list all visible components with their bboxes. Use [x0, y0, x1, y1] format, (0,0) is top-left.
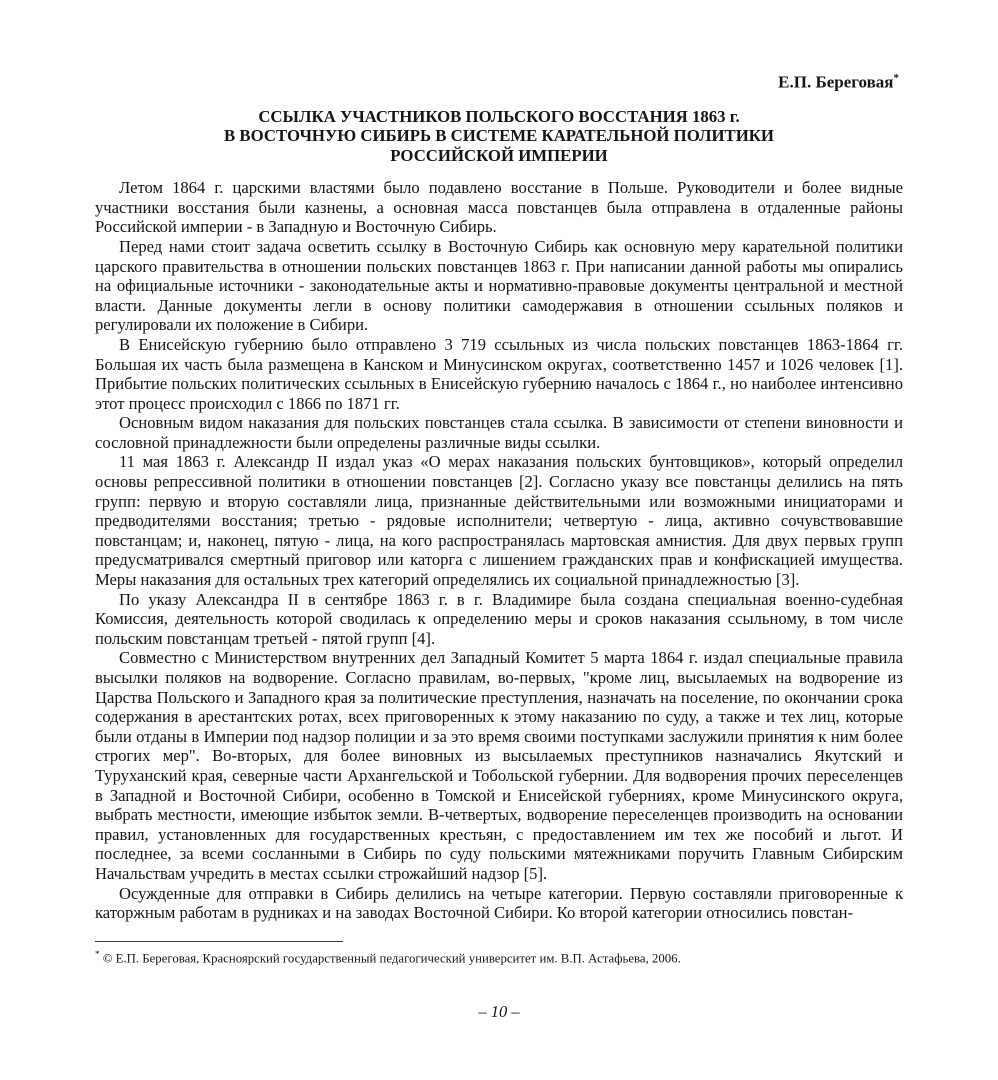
paragraph: Основным видом наказания для польских повстанцев стала ссылка. В зависимости от степени виновности и сословной принадлежности были определены различные виды ссылки.: [95, 413, 903, 452]
footnote-text: © Е.П. Береговая, Красноярский государственный педагогический университет им. В.П. Астафьева, 2006.: [102, 951, 681, 966]
footnote-mark: *: [95, 949, 100, 959]
title-line-2: В ВОСТОЧНУЮ СИБИРЬ В СИСТЕМЕ КАРАТЕЛЬНОЙ ПОЛИТИКИ: [224, 126, 774, 146]
footnote: [95, 941, 903, 966]
author-name: Е.П. Береговая: [778, 72, 894, 92]
paragraph: По указу Александра II в сентябре 1863 г. в г. Владимире была создана специальная военно-судебная Комиссия, деятельность которой сводилась к определению меры и сроков наказания ссыльному, в том числе польским повстанцам третьей - пятой групп [4].: [95, 589, 903, 648]
author-footnote-mark: *: [893, 72, 899, 84]
paragraph: Перед нами стоит задача осветить ссылку в Восточную Сибирь как основную меру карательной политики царского правительства в отношении польских повстанцев 1863 г. При написании данной работы мы опирались на официальные источники - законодательные акты и нормативно-правовые документы центральной и местной власти. Данные документы легли в основу политики самодержавия в отношении ссыльных поляков и регулировали их положение в Сибири.: [95, 236, 903, 335]
page-number: – 10 –: [478, 1002, 520, 1021]
footnote-separator-line: [95, 941, 343, 942]
article-title: [95, 107, 903, 166]
footnote-text-line: [95, 946, 903, 966]
author-line: [95, 72, 899, 93]
title-line-3: РОССИЙСКОЙ ИМПЕРИИ: [390, 145, 608, 165]
paragraph: Осужденные для отправки в Сибирь делились на четыре категории. Первую составляли приговоренные к каторжным работам в рудниках и на заводах Восточной Сибири. Ко второй категории относились повстан-: [95, 883, 903, 923]
paragraph: Летом 1864 г. царскими властями было подавлено восстание в Польше. Руководители и более видные участники восстания были казнены, а основная масса повстанцев была отправлена в отдаленные районы Российской империи - в Западную и Восточную Сибирь.: [95, 178, 903, 237]
paragraph: В Енисейскую губернию было отправлено 3 719 ссыльных из числа польских повстанцев 1863-1864 гг. Большая их часть была размещена в Канском и Минусинском округах, соответственно 1457 и 1026 человек [1]. Прибытие польских политических ссыльных в Енисейскую губернию началось с 1864 г., но наиболее интенсивно этот процесс происходил с 1866 по 1871 гг.: [95, 334, 903, 413]
paragraph: Совместно с Министерством внутренних дел Западный Комитет 5 марта 1864 г. издал специальные правила высылки поляков на водворение. Согласно правилам, во-первых, "кроме лиц, высылаемых на водворение из Царства Польского и Западного края за политические преступления, назначать на поселение, по окончании срока содержания в арестантских ротах, всех приговоренных к этому наказанию по суду, а также и тех лиц, которые были отданы в Империи под надзор полиции и за это время своими поступками заслужили принятия к ним более строгих мер". Во-вторых, для более виновных из высылаемых преступников назначались Якутский и Туруханский края, северные части Архангельской и Тобольской губернии. Для водворения прочих переселенцев в Западной и Восточной Сибири, особенно в Томской и Енисейской губерниях, кроме Минусинского округа, выбрать местности, имеющие избыток земли. В-четвертых, водворение переселенцев производить на основании правил, установленных для государственных крестьян, с предоставлением им тех же пособий и льгот. И последнее, за всеми сосланными в Сибирь по суду польскими мятежниками поручить Главным Сибирским Начальствам учредить в местах ссылки строжайший надзор [5].: [95, 648, 903, 883]
body-paragraphs: [95, 178, 903, 923]
paragraph: 11 мая 1863 г. Александр II издал указ «О мерах наказания польских бунтовщиков», который определил основы репрессивной политики в отношении повстанцев [2]. Согласно указу все повстанцы делились на пять групп: первую и вторую составляли лица, признанные действительными или возможными инициаторами и предводителями восстания; третью - рядовые исполнители; четвертую - лица, активно сочувствовавшие повстанцам; и, наконец, пятую - лица, на кого распространялась мартовская амнистия. Для двух первых групп предусматривался смертный приговор или каторга с лишением гражданских прав и конфискацией имущества. Меры наказания для остальных трех категорий определялись их социальной принадлежностью [3].: [95, 452, 903, 590]
title-line-1: ССЫЛКА УЧАСТНИКОВ ПОЛЬСКОГО ВОССТАНИЯ 1863 г.: [258, 106, 740, 126]
